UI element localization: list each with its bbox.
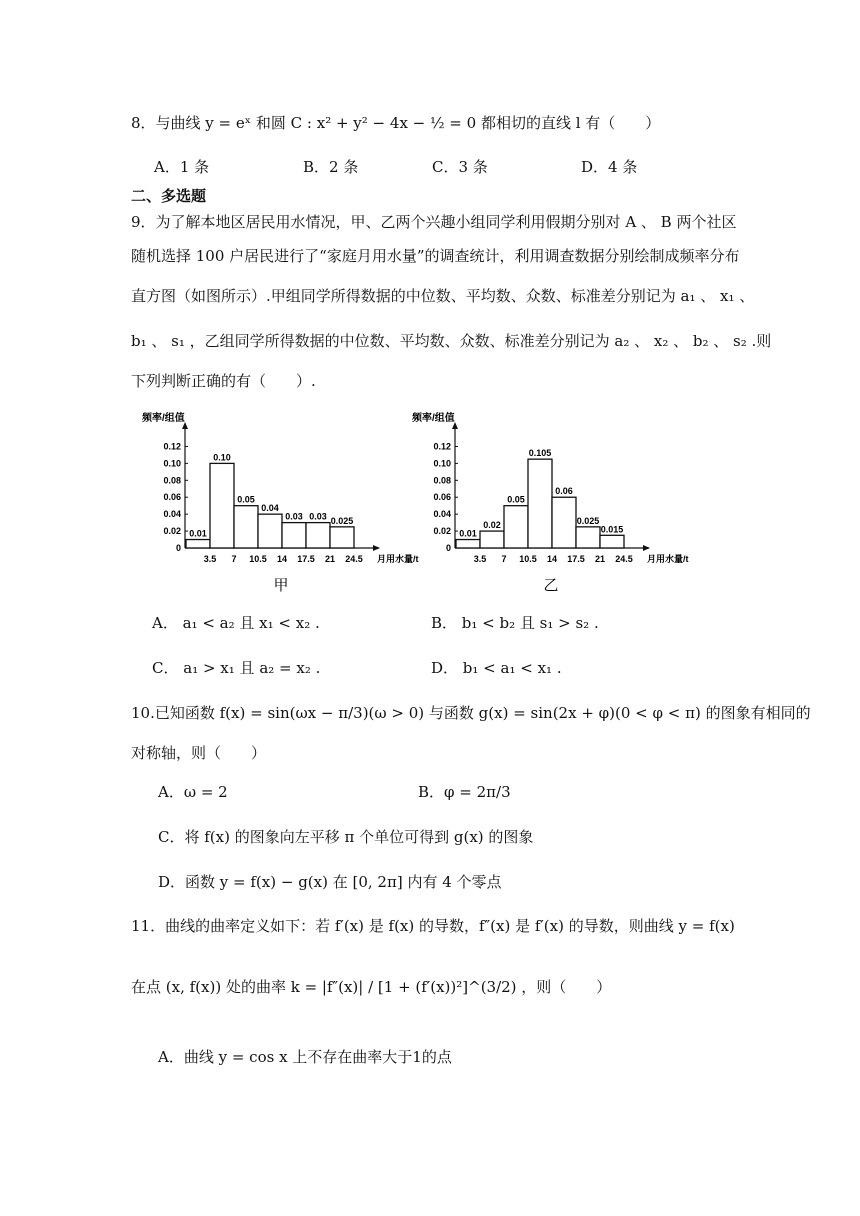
x-tick-label: 24.5	[345, 554, 363, 564]
y-axis-label: 频率/组值	[412, 413, 455, 424]
histogram-bar	[306, 523, 330, 548]
q10-option-b: B．φ = 2π/3	[418, 783, 511, 801]
bar-value-label: 0.05	[507, 494, 525, 505]
q8-option-b: B．2 条	[303, 158, 359, 176]
x-tick-label: 7	[231, 554, 237, 564]
q9-option-a: A． a₁ < a₂ 且 x₁ < x₂ .	[152, 614, 320, 632]
histogram-bar	[480, 531, 504, 548]
q9-option-b: B． b₁ < b₂ 且 s₁ > s₂ .	[431, 614, 599, 632]
q8-stem: 8．与曲线 y = eˣ 和圆 C : x² + y² − 4x − ½ = 0 都相切的直线 l 有（ ）	[131, 114, 661, 132]
x-tick-label: 24.5	[615, 554, 633, 564]
histogram-bar	[528, 459, 552, 548]
y-tick-label: 0.06	[433, 492, 451, 503]
section-heading-multiple-choice: 二、多选题	[131, 187, 207, 205]
x-tick-label: 10.5	[249, 554, 267, 564]
histogram-bar	[504, 506, 528, 548]
histogram-jia-svg	[130, 405, 419, 600]
y-tick-label: 0.12	[163, 441, 181, 452]
q8-option-d: D．4 条	[581, 158, 638, 176]
q9-line-4: b₁ 、 s₁ ，乙组同学所得数据的中位数、平均数、众数、标准差分别记为 a₂ 、 x₂ 、 b₂ 、 s₂ .则	[131, 332, 772, 350]
y-tick-label: 0.04	[433, 509, 451, 520]
chart-title: 甲	[273, 577, 289, 594]
q9-line-3: 直方图（如图所示）.甲组同学所得数据的中位数、平均数、众数、标准差分别记为 a₁ 、 x₁ 、	[131, 287, 755, 305]
y-tick-label: 0.10	[163, 458, 181, 469]
histogram-bar	[600, 535, 624, 548]
bar-value-label: 0.06	[555, 486, 573, 497]
q9-option-d: D． b₁ < a₁ < x₁ .	[431, 659, 562, 677]
bar-value-label: 0.01	[459, 528, 477, 539]
x-tick-label: 7	[501, 554, 507, 564]
bar-value-label: 0.05	[237, 494, 255, 505]
y-tick-label: 0.06	[163, 492, 181, 503]
bar-value-label: 0.10	[213, 452, 231, 463]
bar-value-label: 0.03	[309, 511, 327, 522]
bar-value-label: 0.015	[600, 524, 624, 535]
q8-option-c: C．3 条	[432, 158, 488, 176]
y-tick-label: 0	[175, 543, 181, 553]
bar-value-label: 0.105	[528, 448, 552, 459]
bar-value-label: 0.04	[261, 503, 279, 514]
y-tick-label: 0.08	[433, 475, 451, 486]
x-tick-label: 3.5	[473, 554, 487, 564]
histogram-bar	[330, 527, 354, 548]
x-tick-label: 17.5	[567, 554, 585, 564]
y-tick-label: 0	[445, 543, 451, 553]
bar-value-label: 0.01	[189, 528, 207, 539]
q10-stem-line-2: 对称轴，则（ ）	[131, 744, 267, 762]
histogram-bar	[210, 463, 234, 548]
x-tick-label: 3.5	[203, 554, 217, 564]
q10-option-a: A．ω = 2	[158, 783, 228, 801]
y-tick-label: 0.02	[433, 526, 451, 537]
histogram-bar	[552, 497, 576, 548]
histogram-bar	[282, 523, 306, 548]
histogram-bar	[234, 506, 258, 548]
q10-option-c: C．将 f(x) 的图象向左平移 π 个单位可得到 g(x) 的图象	[158, 828, 534, 846]
bar-value-label: 0.025	[330, 515, 354, 526]
q11-stem-line-2: 在点 (x, f(x)) 处的曲率 k = |f″(x)| / [1 + (f′(x))²]^(3/2) ，则（ ）	[131, 978, 612, 996]
chart-title: 乙	[543, 577, 559, 594]
x-axis-arrow	[373, 545, 380, 551]
x-tick-label: 14	[276, 554, 288, 564]
x-tick-label: 17.5	[297, 554, 315, 564]
q9-option-c: C． a₁ > x₁ 且 a₂ = x₂ .	[152, 659, 321, 677]
x-axis-label: 月用水量/t	[647, 554, 689, 564]
x-tick-label: 14	[546, 554, 558, 564]
histogram-bar	[456, 540, 480, 548]
bar-value-label: 0.03	[285, 511, 303, 522]
y-tick-label: 0.04	[163, 509, 181, 520]
x-axis-label: 月用水量/t	[377, 554, 419, 564]
bar-value-label: 0.02	[483, 520, 501, 531]
histogram-bar	[258, 514, 282, 548]
x-tick-label: 21	[324, 554, 336, 564]
y-tick-label: 0.02	[163, 526, 181, 537]
x-tick-label: 10.5	[519, 554, 537, 564]
bar-value-label: 0.025	[576, 515, 600, 526]
x-axis-arrow	[643, 545, 650, 551]
q9-line-1: 9．为了解本地区居民用水情况，甲、乙两个兴趣小组同学利用假期分别对 A 、 B 两个社区	[131, 213, 737, 231]
q10-stem-line-1: 10.已知函数 f(x) = sin(ωx − π/3)(ω > 0) 与函数 g(x) = sin(2x + φ)(0 < φ < π) 的图象有相同的	[131, 704, 811, 722]
y-axis-label: 频率/组值	[142, 413, 185, 424]
x-tick-label: 21	[594, 554, 606, 564]
y-tick-label: 0.10	[433, 458, 451, 469]
histogram-jia	[130, 405, 419, 604]
histogram-bar	[576, 527, 600, 548]
histogram-yi-svg	[400, 405, 689, 600]
q11-stem-line-1: 11．曲线的曲率定义如下：若 f′(x) 是 f(x) 的导数，f″(x) 是 f′(x) 的导数，则曲线 y = f(x)	[131, 917, 735, 935]
q9-line-5: 下列判断正确的有（ ）.	[131, 372, 316, 390]
y-tick-label: 0.08	[163, 475, 181, 486]
q10-option-d: D．函数 y = f(x) − g(x) 在 [0, 2π] 内有 4 个零点	[158, 873, 502, 891]
histogram-yi	[400, 405, 689, 604]
histogram-bar	[186, 540, 210, 548]
y-tick-label: 0.12	[433, 441, 451, 452]
q11-option-a: A．曲线 y = cos x 上不存在曲率大于1的点	[158, 1048, 452, 1066]
q9-line-2: 随机选择 100 户居民进行了“家庭月用水量”的调查统计，利用调查数据分别绘制成频率分布	[131, 247, 740, 265]
q8-option-a: A．1 条	[154, 158, 210, 176]
